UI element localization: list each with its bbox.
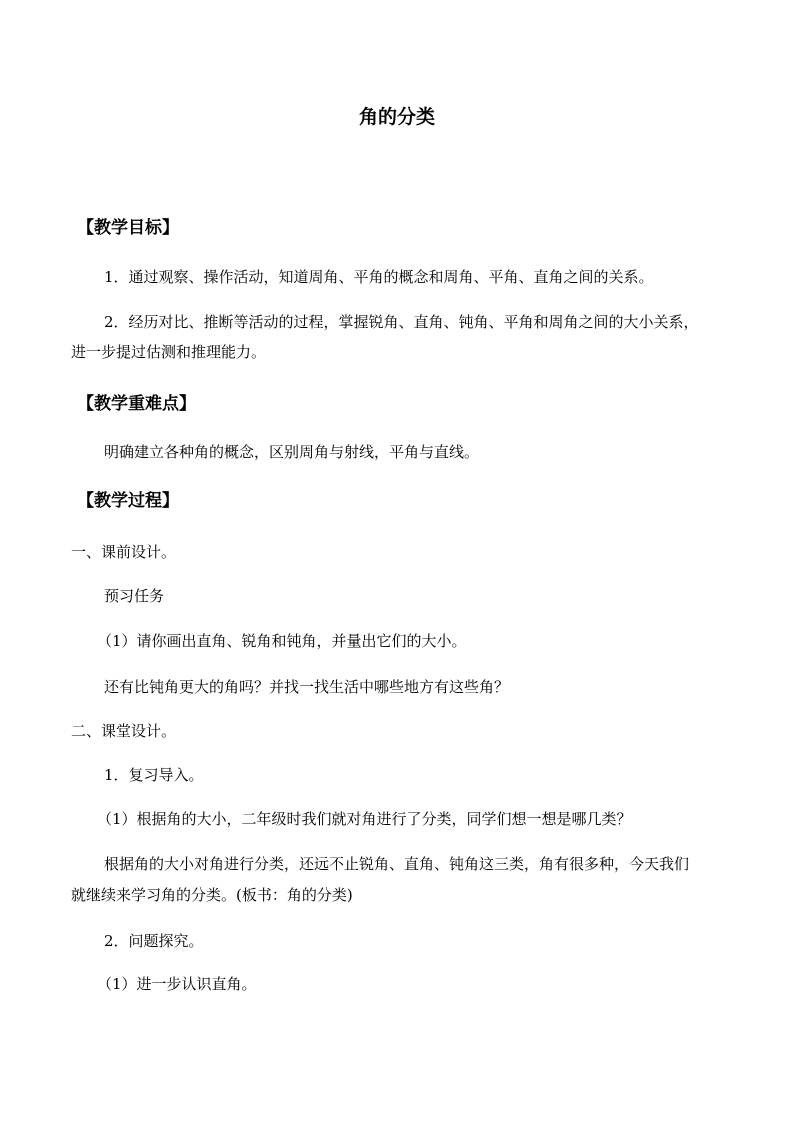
objective-item-1: 1．通过观察、操作活动，知道周角、平角的概念和周角、平角、直角之间的关系。 bbox=[104, 268, 654, 286]
objectives-heading: 【教学目标】 bbox=[77, 218, 179, 238]
key-points-text: 明确建立各种角的概念，区别周角与射线，平角与直线。 bbox=[104, 443, 480, 461]
objective-item-2-line-1: 2．经历对比、推断等活动的过程，掌握锐角、直角、钝角、平角和周角之间的大小关系， bbox=[104, 313, 699, 331]
step-1-question: （1）根据角的大小，二年级时我们就对角进行了分类，同学们想一想是哪几类？ bbox=[97, 810, 632, 828]
step-2: 2．问题探究。 bbox=[104, 932, 204, 950]
part-1-title: 一、课前设计。 bbox=[71, 543, 177, 561]
task-2: 还有比钝角更大的角吗？并找一找生活中哪些地方有这些角？ bbox=[104, 678, 510, 696]
preview-task-label: 预习任务 bbox=[104, 587, 165, 605]
part-2-title: 二、课堂设计。 bbox=[71, 722, 177, 740]
page-title: 角的分类 bbox=[358, 106, 435, 128]
process-heading: 【教学过程】 bbox=[77, 491, 179, 511]
step-1-text-line-2: 就继续来学习角的分类。(板书：角的分类) bbox=[71, 886, 353, 904]
step-1: 1．复习导入。 bbox=[104, 766, 204, 784]
step-2-question: （1）进一步认识直角。 bbox=[97, 975, 257, 993]
key-points-heading: 【教学重难点】 bbox=[77, 394, 196, 414]
step-1-text-line-1: 根据角的大小对角进行分类，还远不止锐角、直角、钝角这三类，角有很多种，今天我们 bbox=[104, 855, 690, 873]
objective-item-2-line-2: 进一步提过估测和推理能力。 bbox=[71, 343, 267, 361]
task-1: （1）请你画出直角、锐角和钝角，并量出它们的大小。 bbox=[97, 632, 467, 650]
